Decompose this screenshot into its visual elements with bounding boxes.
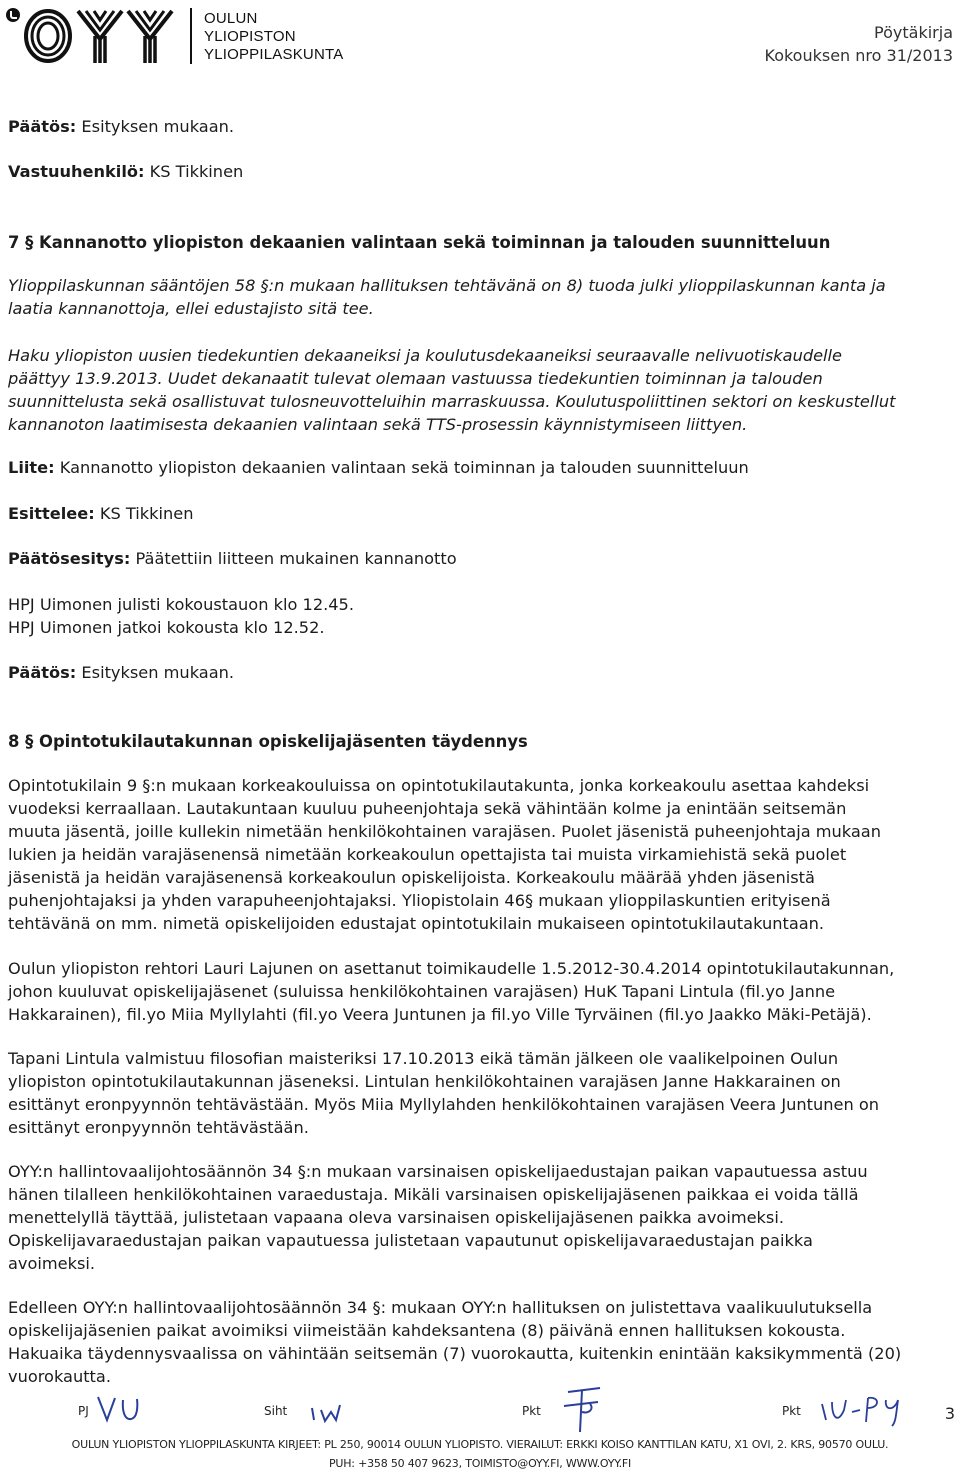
section-7-para2-line: päättyy 13.9.2013. Uudet dekanaatit tulevat olemaan vastuussa tiedekuntien toiminnan ja talouden xyxy=(8,369,823,388)
responsible-text: KS Tikkinen xyxy=(149,162,244,181)
section-8-para5-line: Hakuaika täydennysvaalissa on vähintään seitsemän (7) vuorokautta, kuitenkin enintään kaksikymmentä (20) xyxy=(8,1344,902,1363)
responsible-label: Vastuuhenkilö: xyxy=(8,162,145,181)
logo-divider xyxy=(190,8,192,64)
logo-badge-icon xyxy=(6,8,20,22)
recess-line: HPJ Uimonen jatkoi kokousta klo 12.52. xyxy=(8,618,325,637)
section-8-para3-line: esittänyt eronpyynnön tehtävästään. Myös Miia Myllylahden henkilökohtainen varajäsen Veera Juntunen on xyxy=(8,1095,880,1114)
section-8-para1-line: puhenjohtajaksi ja yhden varapuheenjohtajaksi. Yliopistolain 46§ mukaan ylioppilaskuntien erityisenä xyxy=(8,891,831,910)
section-8-para1-line: tehtävänä on mm. nimetä opiskelijoiden edustajat opintotukilain mukaiseen opintotukilautakuntaan. xyxy=(8,914,825,933)
footer-address-line: OULUN YLIOPISTON YLIOPPILASKUNTA KIRJEET: PL 250, 90014 OULUN YLIOPISTO. VIERAILUT: ERKKI KOISO KANTTILAN KATU, X1 OVI, 2. KRS, 90570 OULU. xyxy=(71,1438,889,1451)
sig-label-pkt-1: Pkt xyxy=(522,1404,541,1418)
section-8-para5-line: vuorokautta. xyxy=(8,1367,111,1386)
section-8-para5-line: opiskelijajäsenien paikat avoimiksi viimeistään kahdeksantena (8) päivänä ennen hallituksen kokousta. xyxy=(8,1321,846,1340)
section-8-para4-line: hänen tilalleen henkilökohtainen varaedustaja. Mikäli varsinaisen opiskelijajäsenen paikkaa ei voida tällä xyxy=(8,1185,859,1204)
presenter xyxy=(8,503,194,525)
oyy-logo xyxy=(20,6,185,66)
section-7-heading: 7 § Kannanotto yliopiston dekaanien valintaan sekä toiminnan ja talouden suunnitteluun xyxy=(8,233,831,252)
org-name-line-1: OULUN xyxy=(204,10,258,27)
section-7-para2-line: suunnittelusta sekä osallistuvat tulosneuvotteluihin marraskuussa. Koulutuspoliittinen sektori on keskustellut xyxy=(8,392,896,411)
meeting-number: Kokouksen nro 31/2013 xyxy=(764,46,953,65)
section-8-heading: 8 § Opintotukilautakunnan opiskelijajäsenten täydennys xyxy=(8,732,528,751)
section-7-para1-line: Ylioppilaskunnan sääntöjen 58 §:n mukaan hallituksen tehtävänä on 8) tuoda julki ylioppilaskunnan kanta ja xyxy=(8,276,886,295)
section-8-para1-line: muuta jäsentä, joille kullekin nimetään henkilökohtainen varajäsen. Puolet jäsenistä puheenjohtaja mukaan xyxy=(8,822,881,841)
footer-contact-line: PUH: +358 50 407 9623, TOIMISTO@OYY.FI, WWW.OYY.FI xyxy=(328,1457,632,1470)
section-7-para1-line: laatia kannanottoja, ellei edustajisto sitä tee. xyxy=(8,299,374,318)
section-8-para1-line: vuodeksi kerraallaan. Lautakuntaan kuuluu puheenjohtaja sekä vähintään kolme ja enintään seitsemän xyxy=(8,799,847,818)
section-8-para2-line: johon kuuluvat opiskelijajäsenet (suluissa henkilökohtainen varajäsen) HuK Tapani Lintula (fil.yo Janne xyxy=(8,982,836,1001)
section-8-para2-line: Oulun yliopiston rehtori Lauri Lajunen on asettanut toimikaudelle 1.5.2012-30.4.2014 opintotukilautakunnan, xyxy=(8,959,895,978)
attachment xyxy=(8,457,749,479)
decision-1-text: Esityksen mukaan. xyxy=(81,117,235,136)
section-8-para4-line: OYY:n hallintovaalijohtosäännön 34 §:n mukaan varsinaisen opiskelijaedustajan paikan vapautuessa astuu xyxy=(8,1162,868,1181)
page-number: 3 xyxy=(944,1404,955,1423)
section-8-para1-line: Opintotukilain 9 §:n mukaan korkeakouluissa on opintotukilautakunta, jonka korkeakoulu asettaa kahdeksi xyxy=(8,776,870,795)
section-8-para4-line: Opiskelijavaraedustajan paikan vapautuessa julistetaan vapautunut opiskelijavaraedustajan paikka xyxy=(8,1231,813,1250)
section-8-para3-line: esittänyt eronpyynnön tehtävästään. xyxy=(8,1118,309,1137)
initials-signature-pj xyxy=(95,1392,145,1426)
document-type: Pöytäkirja xyxy=(874,23,953,42)
section-7-para2-line: kannanoton laatimisesta dekaanien valintaan sekä TTS-prosessin käynnistymiseen liittyen. xyxy=(8,415,748,434)
org-name-line-2: YLIOPISTON xyxy=(204,28,296,45)
sig-label-siht: Siht xyxy=(264,1404,288,1418)
section-7-para2-line: Haku yliopiston uusien tiedekuntien dekaaneiksi ja koulutusdekaaneiksi seuraavalle nelivuotiskaudelle xyxy=(8,346,843,365)
org-name-line-3: YLIOPPILASKUNTA xyxy=(204,46,344,63)
attachment-text: Kannanotto yliopiston dekaanien valintaan sekä toiminnan ja talouden suunnitteluun xyxy=(59,458,749,477)
responsible-person xyxy=(8,161,243,183)
section-8-para3-line: yliopiston opintotukilautakunnan jäseneksi. Lintulan henkilökohtainen varajäsen Janne Hakkarainen on xyxy=(8,1072,841,1091)
proposal-label: Päätösesitys: xyxy=(8,549,131,568)
decision-2-text: Esityksen mukaan. xyxy=(81,663,235,682)
section-8-para4-line: menettelyllä täyttää, julistetaan vapaana oleva varsinaisen opiskelijajäsenen paikka avoimeksi. xyxy=(8,1208,785,1227)
attachment-label: Liite: xyxy=(8,458,55,477)
section-8-para1-line: lukien ja heidän varajäsenensä nimetään korkeakoulun opettajista tai muista virkamiehistä sekä puolet xyxy=(8,845,847,864)
decision-1 xyxy=(8,116,234,138)
initials-signature-siht xyxy=(306,1396,356,1426)
section-8-para1-line: jäsenistä ja heidän varajäsenensä korkeakoulun opiskelijoista. Korkeakoulu määrää yhden jäsenistä xyxy=(8,868,815,887)
sig-label-pkt-2: Pkt xyxy=(782,1404,801,1418)
proposal xyxy=(8,548,457,570)
presenter-text: KS Tikkinen xyxy=(99,504,194,523)
decision-2-label: Päätös: xyxy=(8,663,77,682)
decision-1-label: Päätös: xyxy=(8,117,77,136)
initials-signature-pkt-2 xyxy=(818,1390,918,1430)
section-8-para2-line: Hakkarainen), fil.yo Miia Myllylahti (fil.yo Veera Juntunen ja fil.yo Ville Tyrväinen (fil.yo Jaakko Mäki-Petäjä). xyxy=(8,1005,872,1024)
recess-line: HPJ Uimonen julisti kokoustauon klo 12.45. xyxy=(8,595,355,614)
decision-2 xyxy=(8,662,234,684)
initials-signature-pkt-1 xyxy=(560,1384,608,1436)
section-8-para5-line: Edelleen OYY:n hallintovaalijohtosäännön 34 §: mukaan OYY:n hallituksen on julistettava vaalikuulutuksella xyxy=(8,1298,873,1317)
proposal-text: Päätettiin liitteen mukainen kannanotto xyxy=(135,549,457,568)
presenter-label: Esittelee: xyxy=(8,504,95,523)
sig-label-pj: PJ xyxy=(78,1404,89,1418)
section-8-para4-line: avoimeksi. xyxy=(8,1254,96,1273)
section-8-para3-line: Tapani Lintula valmistuu filosofian maisteriksi 17.10.2013 eikä tämän jälkeen ole vaalikelpoinen Oulun xyxy=(8,1049,839,1068)
